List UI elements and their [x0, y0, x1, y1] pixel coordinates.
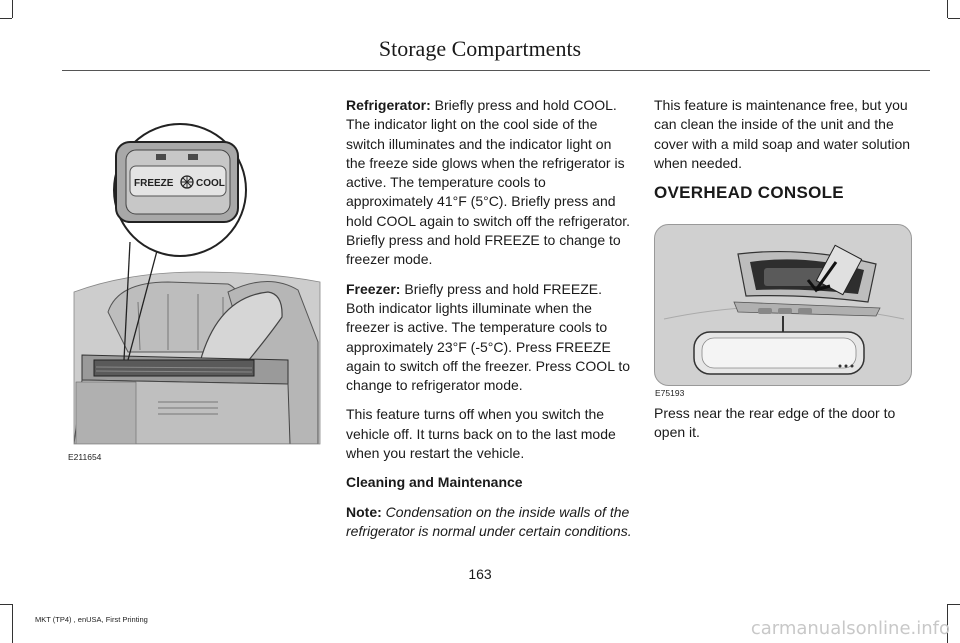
crop-mark — [0, 18, 12, 19]
header-divider — [62, 70, 930, 71]
crop-mark — [12, 0, 13, 18]
refrigerator-text: Briefly press and hold COOL. The indicator light on the cool side of the switch illuminates and the indicator light on the freeze side glows when the refrigerator is active. The temperature cools to approximately 41°F (5°C). Briefly press and hold COOL again to switch off the refrigerator. Briefly press and hold FREEZE to change to freezer mode. — [346, 97, 631, 268]
note-paragraph — [346, 503, 632, 542]
right-column — [654, 96, 930, 212]
freezer-text: Briefly press and hold FREEZE. Both indicator lights illuminate when the freezer is active. The temperature cools to approximately 23°F (-5°C). Press FREEZE again to switch off the freezer. Press COOL to change to refrigerator mode. — [346, 280, 631, 394]
refrigerator-label: Refrigerator: — [346, 97, 431, 113]
crop-mark — [948, 18, 960, 19]
middle-column — [346, 96, 632, 551]
refrigerator-switch-illustration — [68, 122, 326, 450]
cool-label: COOL — [196, 178, 225, 189]
cleaning-heading: Cleaning and Maintenance — [346, 474, 523, 491]
figure-code-left: E211654 — [68, 452, 102, 462]
press-paragraph: Press near the rear edge of the door to open it. — [654, 405, 896, 441]
freezer-paragraph — [346, 280, 632, 396]
turns-off-paragraph: This feature turns off when you switch the vehicle off. It turns back on to the last mode when you restart the vehicle. — [346, 406, 616, 462]
watermark: carmanualsonline.info — [750, 618, 950, 639]
crop-mark — [948, 604, 960, 605]
edition-footer: MKT (TP4) , enUSA, First Printing — [35, 615, 148, 624]
overhead-console-illustration — [654, 224, 912, 386]
maintenance-paragraph: This feature is maintenance free, but you can clean the inside of the unit and the cover with a mild soap and water solution when needed. — [654, 97, 911, 171]
crop-mark — [0, 604, 12, 605]
note-text: Condensation on the inside walls of the refrigerator is normal under certain conditions. — [346, 503, 632, 539]
console-scene — [68, 262, 326, 450]
refrigerator-paragraph — [346, 96, 632, 270]
note-label: Note: — [346, 503, 382, 520]
page-title: Storage Compartments — [378, 36, 582, 61]
page-number: 163 — [468, 566, 492, 582]
freezer-label: Freezer: — [346, 280, 401, 297]
crop-mark — [12, 604, 13, 643]
crop-mark — [947, 0, 948, 18]
figure-code-right: E75193 — [655, 388, 685, 398]
freeze-label: FREEZE — [134, 178, 174, 189]
section-heading: OVERHEAD CONSOLE — [654, 183, 844, 203]
